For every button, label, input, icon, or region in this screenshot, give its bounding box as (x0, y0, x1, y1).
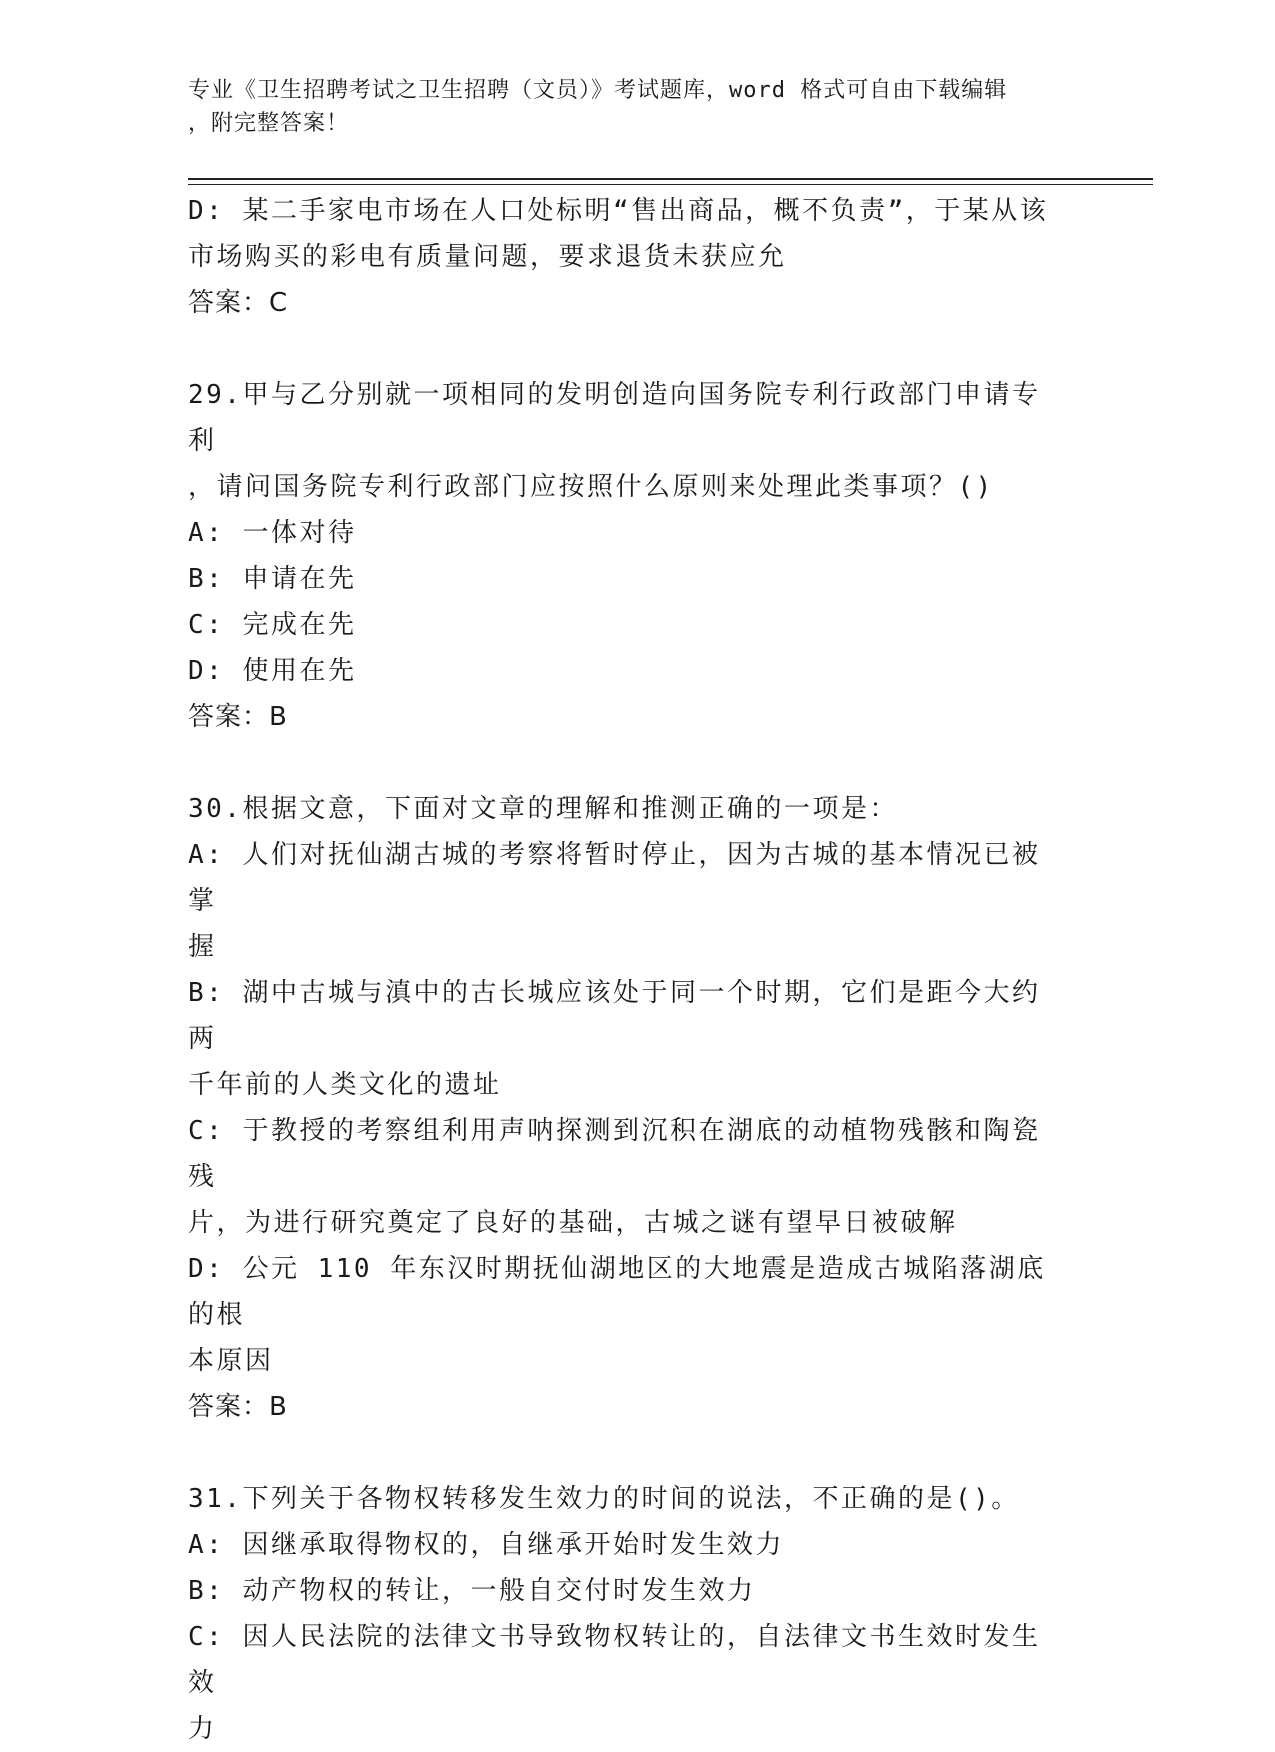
question-stem: 31.下列关于各物权转移发生效力的时间的说法，不正确的是()。 (188, 1484, 1020, 1514)
header-divider-thin (188, 184, 1153, 185)
option-c-line-2: 片，为进行研究奠定了良好的基础，古城之谜有望早日被破解 (188, 1208, 958, 1238)
option-a: A: 一体对待 (188, 518, 357, 548)
option-a-line-1: A: 人们对抚仙湖古城的考察将暂时停止，因为古城的基本情况已被掌 (188, 840, 1041, 916)
option-d-line-1: D: 某二手家电市场在人口处标明“售出商品，概不负责”，于某从该 (188, 196, 1049, 226)
document-header (188, 74, 1068, 140)
question-gap (188, 326, 1068, 372)
header-title-line-2: ，附完整答案！ (188, 111, 350, 136)
question-stem: 30.根据文意，下面对文章的理解和推测正确的一项是： (188, 794, 898, 824)
option-a: A: 因继承取得物权的，自继承开始时发生效力 (188, 1530, 784, 1560)
option-b-line-2: 千年前的人类文化的遗址 (188, 1070, 502, 1100)
option-b-line-1: B: 湖中古城与滇中的古长城应该处于同一个时期，它们是距今大约两 (188, 978, 1041, 1054)
question-list (188, 188, 1068, 1752)
question-31 (188, 1476, 1068, 1752)
question-gap (188, 740, 1068, 786)
question-stem-line-2: ，请问国务院专利行政部门应按照什么原则来处理此类事项？() (188, 472, 994, 502)
option-d: D: 使用在先 (188, 656, 357, 686)
question-gap (188, 1430, 1068, 1476)
answer-label: 答案：C (188, 288, 289, 318)
answer-label: 答案：B (188, 702, 288, 732)
question-28-fragment (188, 188, 1068, 326)
question-29 (188, 372, 1068, 740)
option-c-line-1: C: 于教授的考察组利用声呐探测到沉积在湖底的动植物残骸和陶瓷残 (188, 1116, 1041, 1192)
option-c-line-1: C: 因人民法院的法律文书导致物权转让的，自法律文书生效时发生效 (188, 1622, 1041, 1698)
option-a-line-2: 握 (188, 932, 217, 962)
option-c: C: 完成在先 (188, 610, 357, 640)
question-30 (188, 786, 1068, 1430)
option-d-line-1: D: 公元 110 年东汉时期抚仙湖地区的大地震是造成古城陷落湖底的根 (188, 1254, 1046, 1330)
header-divider-thick (188, 178, 1153, 180)
option-b: B: 动产物权的转让，一般自交付时发生效力 (188, 1576, 756, 1606)
option-c-line-2: 力 (188, 1714, 217, 1744)
question-stem-line-1: 29.甲与乙分别就一项相同的发明创造向国务院专利行政部门申请专利 (188, 380, 1041, 456)
header-title-line-1: 专业《卫生招聘考试之卫生招聘（文员）》考试题库，word 格式可自由下载编辑 (188, 78, 1008, 103)
answer-label: 答案：B (188, 1392, 288, 1422)
option-d-line-2: 本原因 (188, 1346, 274, 1376)
option-d-line-2: 市场购买的彩电有质量问题，要求退货未获应允 (188, 242, 787, 272)
option-b: B: 申请在先 (188, 564, 357, 594)
